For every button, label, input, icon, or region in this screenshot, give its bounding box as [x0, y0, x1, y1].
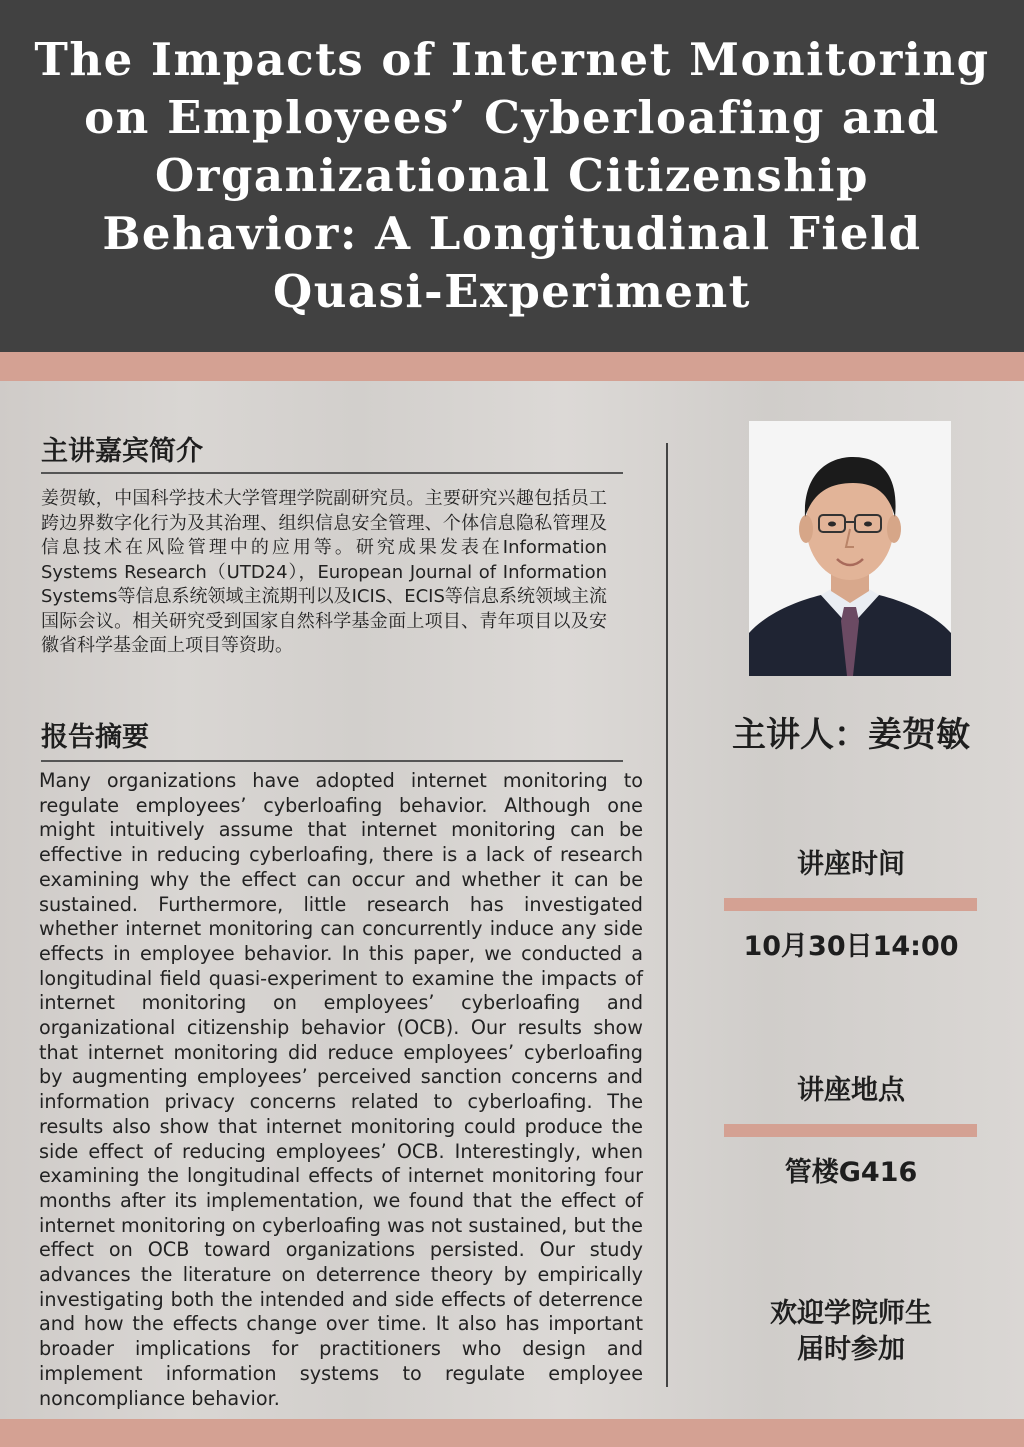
page-title: The Impacts of Internet Monitoring on Employees’ Cyberloafing and Organizational Citizenship Behavior: A Longitudinal Field Quasi-Experiment — [34, 33, 990, 318]
location-label: 讲座地点 — [797, 1075, 905, 1106]
welcome-message — [696, 1296, 1006, 1368]
speaker-name: 主讲人：姜贺敏 — [732, 715, 970, 755]
time-value: 10月30日14:00 — [743, 931, 959, 962]
location-divider-bar — [724, 1124, 977, 1137]
accent-band-top — [0, 352, 1024, 381]
time-divider-bar — [724, 898, 977, 911]
time-label: 讲座时间 — [797, 849, 905, 880]
welcome-line-2: 届时参加 — [797, 1334, 905, 1365]
abstract-heading-rule — [41, 760, 623, 762]
speaker-photo — [749, 421, 951, 676]
speaker-portrait-image — [749, 421, 951, 676]
abstract-heading: 报告摘要 — [41, 722, 149, 753]
welcome-line-1: 欢迎学院师生 — [770, 1298, 932, 1329]
abstract-text: Many organizations have adopted internet monitoring to regulate employees’ cyberloafing behavior. Although one might intuitively assume that internet monitoring can be effective in reducing cyberloafing, there is a lack of research examining why the effect can occur and whether it can be sustained. Furthermore, little research has investigated whether internet monitoring can concurrently induce any side effects in employee behavior. In this paper, we conducted a longitudinal field quasi-experiment to examine the impacts of internet monitoring on employees’ cyberloafing and organizational citizenship behavior (OCB). Our results show that internet monitoring did reduce employees’ cyberloafing by augmenting employees’ perceived sanction concerns and information privacy concerns related to cyberloafing. The results also show that internet monitoring could produce the side effect of reducing employees’ OCB. Interestingly, when examining the longitudinal effects of internet monitoring four months after its implementation, we found that the effect of internet monitoring on cyberloafing was not sustained, but the effect on OCB toward organizations persisted. Our study advances the literature on deterrence theory by empirically investigating both the intended and side effects of deterrence and how the effects change over time. It also has important broader implications for practitioners who design and implement information systems to regulate employee noncompliance behavior. — [39, 769, 643, 1410]
location-value: 管楼G416 — [784, 1157, 918, 1188]
column-divider — [666, 443, 668, 1387]
bio-heading: 主讲嘉宾简介 — [41, 436, 203, 467]
bio-heading-rule — [41, 472, 623, 474]
title-banner — [0, 0, 1024, 352]
accent-band-bottom — [0, 1419, 1024, 1447]
bio-text: 姜贺敏，中国科学技术大学管理学院副研究员。主要研究兴趣包括员工跨边界数字化行为及其治理、组织信息安全管理、个体信息隐私管理及信息技术在风险管理中的应用等。研究成果发表在Information Systems Research（UTD24），European Journal of Information Systems等信息系统领域主流期刊以及ICIS、ECIS等信息系统领域主流国际会议。相关研究受到国家自然科学基金面上项目、青年项目以及安徽省科学基金面上项目等资助。 — [41, 488, 607, 656]
